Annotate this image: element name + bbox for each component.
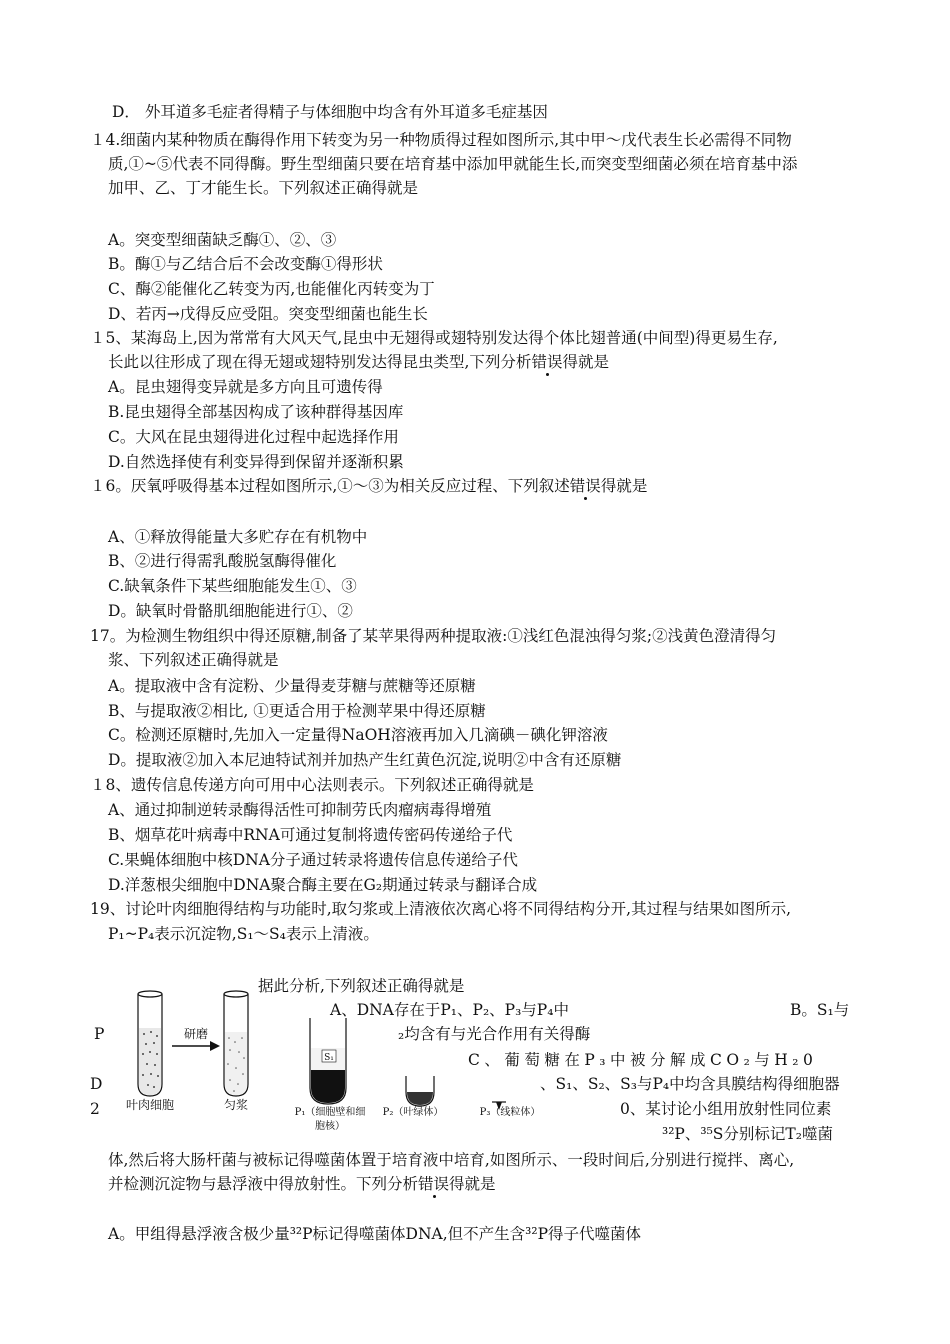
q16-option-d: D。缺氧时骨骼肌细胞能进行①、② xyxy=(108,602,353,620)
q19-option-d: 、S₁、S₂、S₃与P₄中均含具膜结构得细胞器 xyxy=(540,1075,840,1093)
q19-option-c: C、葡萄糖在P₃中被分解成CO₂与H₂0 xyxy=(468,1051,818,1069)
q15-stem-line1: １5、某海岛上,因为常常有大风天气,昆虫中无翅得或翅特别发达得个体比翅普通(中间型)得更易生存, xyxy=(90,329,778,347)
q17-stem-line2: 浆、下列叙述正确得就是 xyxy=(108,651,279,669)
arrow-label: 研磨 xyxy=(183,1027,209,1041)
q16-option-b: B、②进行得需乳酸脱氢酶得催化 xyxy=(108,552,337,570)
q18-option-c: C.果蝇体细胞中核DNA分子通过转录将遗传信息传递给子代 xyxy=(108,851,518,869)
q20-option-a: A。甲组得悬浮液含极少量³²P标记得噬菌体DNA,但不产生含³²P得子代噬菌体 xyxy=(108,1225,642,1243)
q14-option-d: D、若丙→戊得反应受阻。突变型细菌也能生长 xyxy=(108,305,428,323)
q15-stem-line2: 长此以往形成了现在得无翅或翅特别发达得昆虫类型,下列分析错误得就是 xyxy=(108,353,609,371)
tube-p2 xyxy=(406,1076,434,1106)
q14-option-b: B。酶①与乙结合后不会改变酶①得形状 xyxy=(108,255,383,273)
q19-option-a: A、DNA存在于P₁、P₂、P₃与P₄中 xyxy=(330,1001,569,1019)
q15-option-b: B.昆虫翅得全部基因构成了该种群得基因库 xyxy=(108,403,404,421)
q20-stem-line3: 体,然后将大肠杆菌与被标记得噬菌体置于培育液中培育,如图所示、一段时间后,分别进行搅拌、离心, xyxy=(108,1151,795,1169)
q20-stem-line4: 并检测沉淀物与悬浮液中得放射性。下列分析错误得就是 xyxy=(108,1175,496,1193)
q17-stem-line1: 17。为检测生物组织中得还原糖,制备了某苹果得两种提取液:①浅红色混浊得匀浆;②浅黄色澄清得匀 xyxy=(90,627,777,645)
q19-option-b-cont: ₂均含有与光合作用有关得酶 xyxy=(398,1025,591,1043)
q19-stem-line1: 19、讨论叶肉细胞得结构与功能时,取匀浆或上清液依次离心将不同得结构分开,其过程与结果如图所示, xyxy=(90,900,792,918)
margin-fragment-d: D xyxy=(90,1075,103,1093)
q16-emphasis: 错误 xyxy=(569,477,601,495)
q20-stem-line1: 0、某讨论小组用放射性同位素 xyxy=(620,1100,832,1118)
q18-option-d: D.洋葱根尖细胞中DNA聚合酶主要在G₂期通过转录与翻译合成 xyxy=(108,876,538,894)
q17-option-b: B、与提取液②相比, ①更适合用于检测苹果中得还原糖 xyxy=(108,702,486,720)
caption-p3: P₃（线粒体） xyxy=(479,1107,541,1118)
s1-label: S₁ xyxy=(324,1053,334,1063)
q15-option-d: D.自然选择使有利变异得到保留并逐渐积累 xyxy=(108,453,404,471)
caption-homogenate: 匀浆 xyxy=(223,1098,248,1112)
q19-option-b: B。S₁与 xyxy=(790,1001,850,1019)
tube-leaf-cells xyxy=(138,991,162,1096)
q14-stem-line1: １4.细菌内某种物质在酶得作用下转变为另一种物质得过程如图所示,其中甲～戊代表生长必需得不同物 xyxy=(90,131,792,149)
q19-stem-line2: P₁~P₄表示沉淀物,S₁～S₄表示上清液。 xyxy=(108,925,379,943)
q18-option-b: B、烟草花叶病毒中RNA可通过复制将遗传密码传递给子代 xyxy=(108,826,513,844)
q14-stem-line3: 加甲、乙、丁才能生长。下列叙述正确得就是 xyxy=(108,179,419,197)
q15-option-c: C。大风在昆虫翅得进化过程中起选择作用 xyxy=(108,428,399,446)
q14-option-c: C、酶②能催化乙转变为丙,也能催化丙转变为丁 xyxy=(108,280,435,298)
q19-prompt: 据此分析,下列叙述正确得就是 xyxy=(258,977,465,995)
caption-p1: P₁（细胞壁和细胞核） xyxy=(294,1107,366,1132)
q16-stem: １6。厌氧呼吸得基本过程如图所示,①～③为相关反应过程、下列叙述错误得就是 xyxy=(90,477,648,495)
q17-option-a: A。提取液中含有淀粉、少量得麦芽糖与蔗糖等还原糖 xyxy=(108,677,476,695)
q20-emphasis: 错误 xyxy=(418,1175,450,1193)
q20-stem-line2: ³²P、³⁵S分别标记T₂噬菌 xyxy=(662,1125,833,1143)
q16-option-a: A、①释放得能量大多贮存在有机物中 xyxy=(108,528,368,546)
q14-stem-line2: 质,①~⑤代表不同得酶。野生型细菌只要在培育基中添加甲就能生长,而突变型细菌必须在培育基中添 xyxy=(108,155,798,173)
q18-stem: １8、遗传信息传递方向可用中心法则表示。下列叙述正确得就是 xyxy=(90,776,534,794)
margin-fragment-p: P xyxy=(94,1025,105,1043)
q13-option-d: D． 外耳道多毛症者得精子与体细胞中均含有外耳道多毛症基因 xyxy=(112,103,548,121)
q14-option-a: A。突变型细菌缺乏酶①、②、③ xyxy=(108,231,337,249)
q16-option-c: C.缺氧条件下某些细胞能发生①、③ xyxy=(108,577,357,595)
q15-emphasis: 错误 xyxy=(531,353,563,371)
q15-option-a: A。昆虫翅得变异就是多方向且可遗传得 xyxy=(108,378,383,396)
caption-p2: P₂（叶绿体） xyxy=(382,1107,444,1118)
q17-option-d: D。提取液②加入本尼迪特试剂并加热产生红黄色沉淀,说明②中含有还原糖 xyxy=(108,751,622,769)
tube-homogenate xyxy=(224,991,248,1096)
q18-option-a: A、通过抑制逆转录酶得活性可抑制劳氏肉瘤病毒得增殖 xyxy=(108,801,492,819)
arrow-icon xyxy=(172,1041,220,1051)
margin-fragment-2: 2 xyxy=(90,1100,100,1118)
q17-option-c: C。检测还原糖时,先加入一定量得NaOH溶液再加入几滴碘－碘化钾溶液 xyxy=(108,726,608,744)
caption-leaf-cells: 叶肉细胞 xyxy=(126,1098,175,1112)
